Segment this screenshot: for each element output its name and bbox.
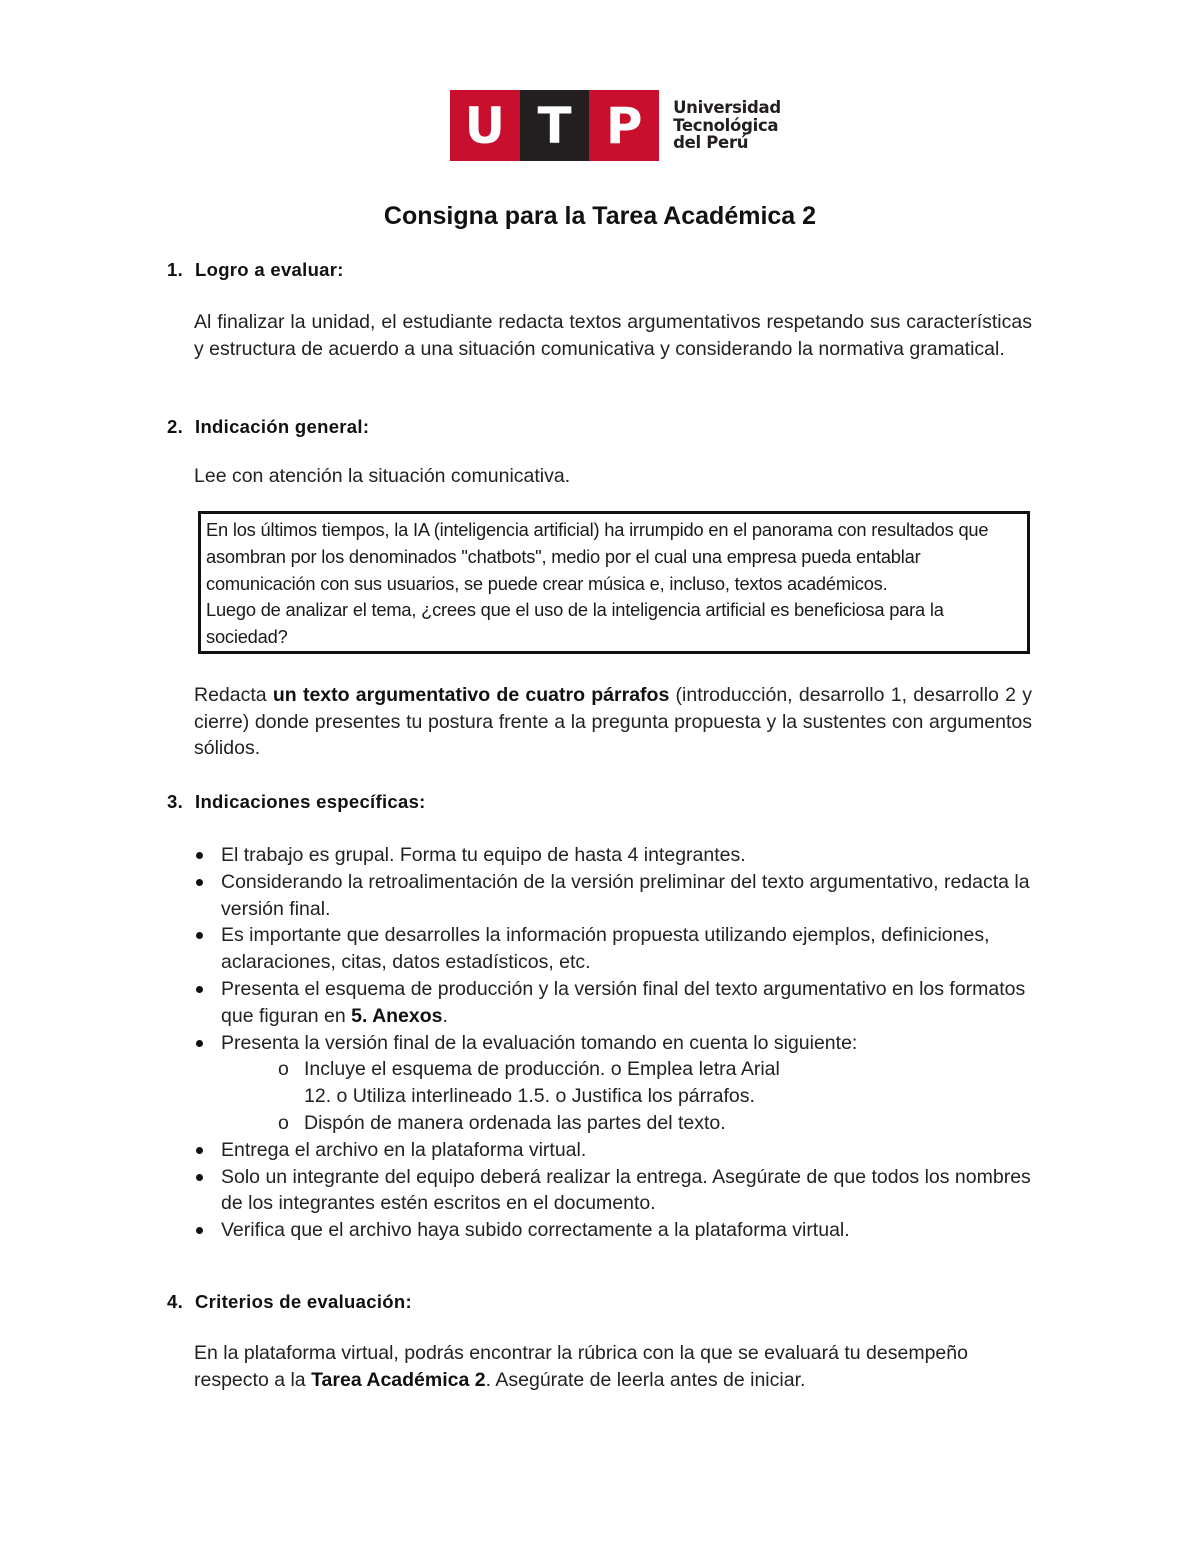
list-item	[194, 1164, 1044, 1218]
box-paragraph: En los últimos tiempos, la IA (inteligencia artificial) ha irrumpido en el panorama con resultados que asombran por los denominados "chatbots", medio por el cual una empresa pueda entablar comunicación con sus usuarios, se puede crear música e, incluso, textos académicos.	[206, 519, 989, 594]
list-item	[194, 1030, 1044, 1057]
bullet-icon	[196, 852, 203, 859]
sub-bullet-icon: o	[278, 1111, 289, 1134]
bullet-icon	[196, 932, 203, 939]
section-4-heading	[167, 1291, 412, 1313]
section-number: 1.	[167, 259, 184, 280]
section-2-task	[194, 682, 1032, 762]
section-heading-text: Logro a evaluar:	[195, 259, 344, 280]
criteria-bold-text: Tarea Académica 2	[311, 1368, 486, 1391]
logo-block	[450, 90, 659, 161]
criteria-text: . Asegúrate de leerla antes de iniciar.	[485, 1368, 806, 1391]
section-3-heading	[167, 791, 426, 813]
task-bold-text: un texto argumentativo de cuatro párrafos	[272, 684, 670, 706]
sub-bullet-icon: o	[278, 1058, 289, 1081]
list-item	[194, 922, 1044, 976]
bullet-icon	[196, 986, 203, 993]
annex-reference: 5. Anexos	[351, 1004, 443, 1027]
specific-indications-list	[194, 842, 1044, 1244]
section-heading-text: Criterios de evaluación:	[195, 1291, 412, 1312]
box-text	[206, 517, 1026, 651]
communicative-situation-box	[198, 511, 1030, 654]
page-title: Consigna para la Tarea Académica 2	[383, 202, 817, 230]
bullet-icon	[196, 1174, 203, 1181]
section-heading-text: Indicaciones específicas:	[195, 791, 426, 812]
list-item-text: Presenta la versión final de la evaluación tomando en cuenta lo siguiente:	[221, 1031, 858, 1054]
section-heading-text: Indicación general:	[195, 416, 370, 437]
criteria-text: En la plataforma virtual, podrás encontrar la rúbrica con la que se evaluará tu desempeño respecto a la	[194, 1342, 968, 1391]
logo-letter-p: P	[589, 90, 659, 161]
bullet-icon	[196, 1040, 203, 1047]
list-item-text: Solo un integrante del equipo deberá realizar la entrega. Asegúrate de que todos los nombres de los integrantes estén escritos en el documento.	[221, 1165, 1031, 1215]
list-item	[194, 842, 1044, 869]
list-item	[194, 1217, 1044, 1244]
task-text: Redacta	[194, 684, 273, 706]
section-2-heading	[167, 416, 369, 438]
section-number: 3.	[167, 791, 184, 812]
utp-logo	[450, 90, 781, 161]
logo-name-line: Universidad	[673, 98, 781, 118]
logo-name-line: del Perú	[673, 133, 749, 153]
list-item	[194, 869, 1044, 923]
section-4-text	[194, 1340, 994, 1393]
section-number: 2.	[167, 416, 184, 437]
sub-list-item-continuation: 12. o Utiliza interlineado 1.5. o Justifica los párrafos.	[304, 1085, 755, 1108]
section-2-intro: Lee con atención la situación comunicativa.	[194, 465, 571, 487]
list-item-text: Considerando la retroalimentación de la versión preliminar del texto argumentativo, redacta la versión final.	[221, 870, 1030, 920]
section-1-text: Al finalizar la unidad, el estudiante redacta textos argumentativos respetando sus características y estructura de acuerdo a una situación comunicativa y considerando la normativa gramatical.	[194, 311, 1032, 360]
list-item-text: El trabajo es grupal. Forma tu equipo de hasta 4 integrantes.	[221, 844, 746, 866]
bullet-icon	[196, 1227, 203, 1234]
list-item-text: .	[442, 1004, 448, 1027]
sub-list-item-text: Dispón de manera ordenada las partes del texto.	[304, 1111, 726, 1134]
list-item	[194, 976, 1044, 1030]
list-item-text: Es importante que desarrolles la información propuesta utilizando ejemplos, definiciones, aclaraciones, citas, datos estadísticos, etc.	[221, 924, 990, 974]
sub-list-item-text: Incluye el esquema de producción. o Emplea letra Arial	[304, 1058, 780, 1081]
sub-list-item	[194, 1056, 1044, 1083]
list-item-text: Entrega el archivo en la plataforma virtual.	[221, 1138, 587, 1161]
list-item-text: Presenta el esquema de producción y la versión final del texto argumentativo en los formatos que figuran en	[221, 977, 1026, 1027]
list-item	[194, 1137, 1044, 1164]
box-question: Luego de analizar el tema, ¿crees que el uso de la inteligencia artificial es beneficiosa para la sociedad?	[206, 599, 944, 648]
bullet-icon	[196, 879, 203, 886]
logo-name-line: Tecnológica	[673, 115, 779, 135]
logo-university-name	[673, 99, 781, 152]
list-item-text: Verifica que el archivo haya subido correctamente a la plataforma virtual.	[221, 1219, 850, 1242]
bullet-icon	[196, 1147, 203, 1154]
sub-list-item	[194, 1110, 1044, 1137]
section-number: 4.	[167, 1291, 184, 1312]
logo-letter-u: U	[450, 90, 520, 161]
section-1-heading	[167, 259, 344, 281]
logo-letter-t: T	[520, 90, 590, 161]
task-text: (introducción, desarrollo 1, desarrollo 2 y cierre) donde presentes tu postura frente a la pregunta propuesta y la sustentes con argumentos sólidos.	[194, 684, 1032, 760]
